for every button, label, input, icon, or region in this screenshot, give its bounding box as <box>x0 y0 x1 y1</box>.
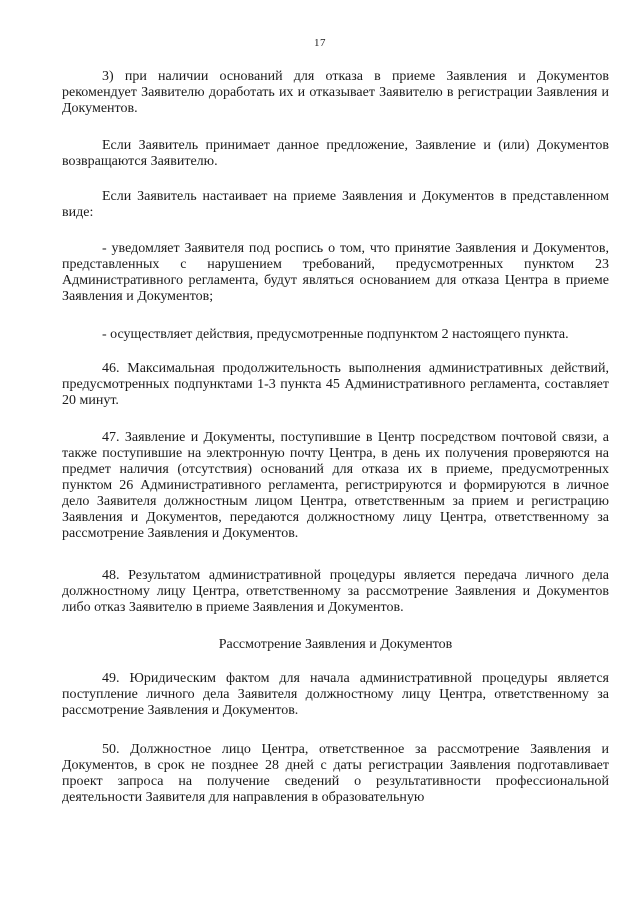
page-number: 17 <box>314 37 326 49</box>
paragraph-50: 50. Должностное лицо Центра, ответственное за рассмотрение Заявления и Документов, в срок не позднее 28 дней с даты регистрации Заявления подготавливает проект запроса на получение сведений о результативности профессиональной деятельности Заявителя для направления в образовательную <box>62 742 609 805</box>
paragraph-performs-actions: - осуществляет действия, предусмотренные подпунктом 2 настоящего пункта. <box>102 327 569 342</box>
paragraph-applicant-insists: Если Заявитель настаивает на приеме Заявления и Документов в представленном виде: <box>62 189 609 220</box>
paragraph-45-subitem-3: 3) при наличии оснований для отказа в приеме Заявления и Документов рекомендует Заявителю доработать их и отказывает Заявителю в регистрации Заявления и Документов. <box>62 69 609 116</box>
paragraph-applicant-accepts: Если Заявитель принимает данное предложение, Заявление и (или) Документов возвращаются Заявителю. <box>62 138 609 169</box>
paragraph-46: 46. Максимальная продолжительность выполнения административных действий, предусмотренных подпунктами 1-3 пункта 45 Административного регламента, составляет 20 минут. <box>62 361 609 408</box>
paragraph-49: 49. Юридическим фактом для начала административной процедуры является поступление личного дела Заявителя должностному лицу Центра, ответственному за рассмотрение Заявления и Документов. <box>62 671 609 718</box>
paragraph-notifies-applicant: - уведомляет Заявителя под роспись о том, что принятие Заявления и Документов, представленных с нарушением требований, предусмотренных пунктом 23 Административного регламента, будут являться основанием для отказа Центра в приеме Заявления и Документов; <box>62 241 609 304</box>
paragraph-48: 48. Результатом административной процедуры является передача личного дела должностному лицу Центра, ответственному за рассмотрение Заявления и Документов либо отказ Заявителю в приеме Заявления и Документов. <box>62 568 609 615</box>
section-heading: Рассмотрение Заявления и Документов <box>218 637 453 652</box>
paragraph-47: 47. Заявление и Документы, поступившие в Центр посредством почтовой связи, а также поступившие на электронную почту Центра, в день их получения проверяются на предмет наличия (отсутствия) оснований для отказа их в приеме, предусмотренных пунктом 26 Административного регламента, регистрируются и формируются в личное дело Заявителя должностным лицом Центра, ответственным за прием и регистрацию Заявления и Документов, передаются должностному лицу Центра, ответственному за рассмотрение Заявления и Документов. <box>62 430 609 541</box>
